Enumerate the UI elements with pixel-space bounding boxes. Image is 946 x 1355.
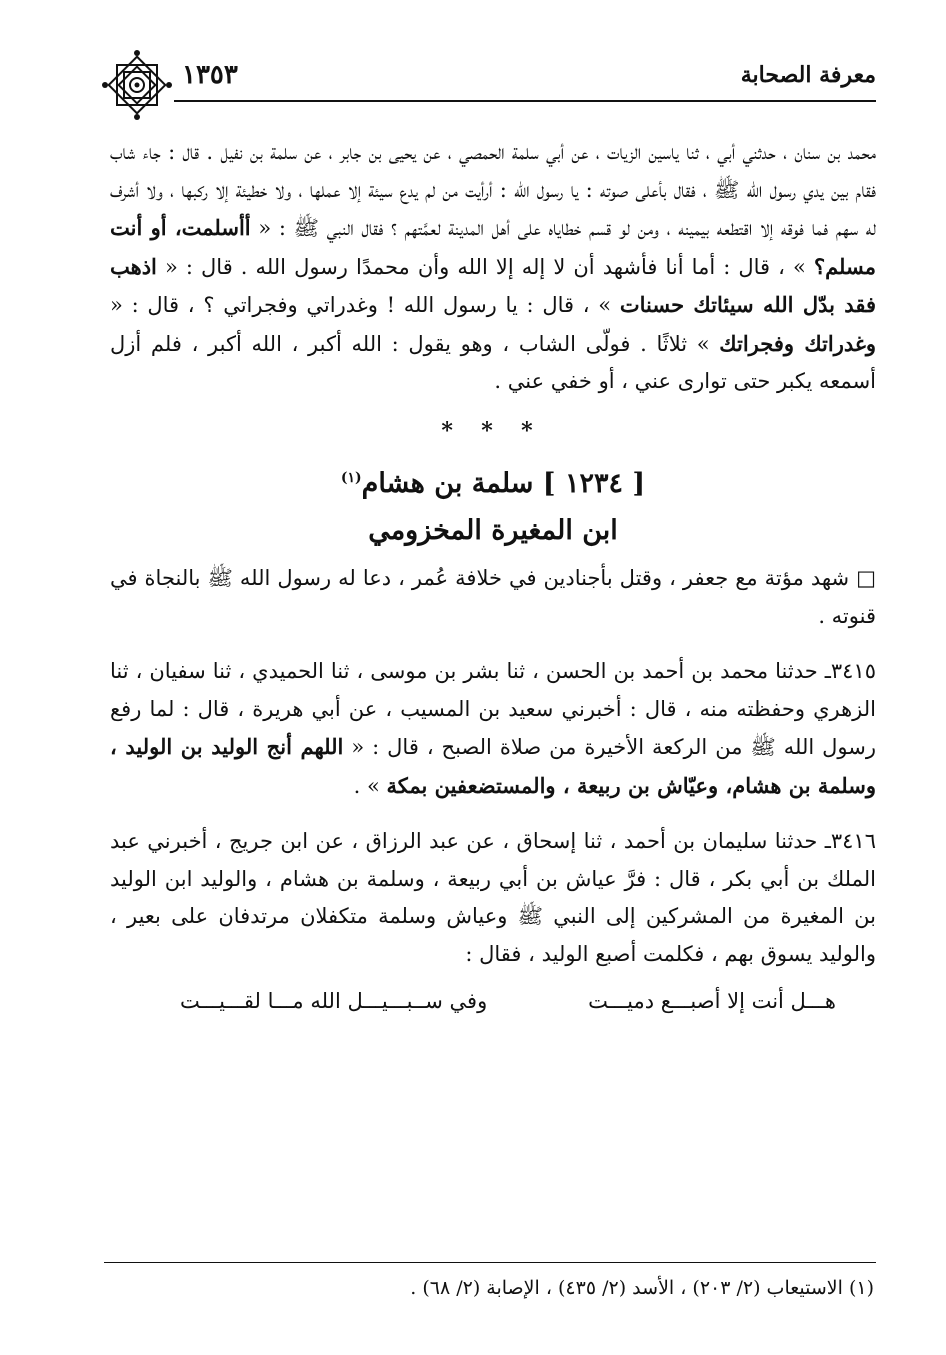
- text-run: » ، قال : أما أنا فأشهد أن لا إله إلا الله وأن محمدًا رسول الله . قال : «: [156, 254, 814, 279]
- text-run: » ، قال : يا رسول الله ! وغدراتي وفجراتي ؟ ، قال : «: [110, 293, 620, 317]
- prophetic-quote: اذهب فقد بدّل الله سيئاتك حسنات: [110, 253, 876, 317]
- prophetic-quote: أأسلمت، أو أنت مسلم؟: [110, 215, 876, 279]
- hadith-3415: [110, 653, 876, 805]
- poem-verse: [110, 983, 876, 1021]
- footnote-rule: [104, 1262, 876, 1263]
- entry-title: [110, 456, 876, 506]
- text-run: » ثلاثًا . فولّى الشاب ، وهو يقول : الله أكبر ، الله أكبر ، فلم أزل أسمعه يكبر حتى توارى عني ، أو خفي عني .: [110, 331, 876, 393]
- running-title: معرفة الصحابة: [740, 62, 876, 88]
- text-run: محمد بن سنان ، حدثني أبي ، ثنا ياسين الزيات ، عن أبي سلمة الحمصي ، عن يحيى بن جابر ، عن سلمة بن نفيل . قال : جاء شاب فقام بين يدي رسول الله ﷺ ، فقال بأعلى صوته : يا رسول الله : أرأيت من لم يدع سيئة إلا عملها ، ولا خطيئة إلا ركبها ، ولا أشرف له سهم فما فوقه إلا اقتطعه بيمينه ، ومن لو قسم خطاياه على أهل المدينة لعمَّتهم ؟ فقال النبي ﷺ : «: [110, 140, 877, 240]
- text-run: ٣٤١٥ـ حدثنا محمد بن أحمد بن الحسن ، ثنا بشر بن موسى ، ثنا الحميدي ، ثنا سفيان ، ثنا الزهري وحفظته منه ، قال : أخبرني سعيد بن المسيب ، عن أبي هريرة ، قال : لما رفع رسول الله ﷺ من الركعة الأخيرة من صلاة الصبح ، قال : «: [110, 659, 876, 759]
- octagram-ornament-icon: [100, 48, 174, 122]
- text-run: » .: [353, 773, 387, 798]
- section-separator: * * *: [441, 417, 545, 444]
- entry-subtitle: ابن المغيرة المخزومي: [368, 515, 618, 546]
- page-header: [100, 56, 876, 116]
- prophetic-quote: وغدراتك وفجراتك: [719, 330, 876, 356]
- page-number: ١٣٥٣: [182, 60, 238, 90]
- hadith-3416: ٣٤١٦ـ حدثنا سليمان بن أحمد ، ثنا إسحاق ، عن عبد الرزاق ، عن ابن جريج ، أخبرني عبد الملك بن أبي بكر ، قال : فرَّ عياش بن أبي ربيعة ، وسلمة بن هشام ، والوليد ابن الوليد بن المغيرة من المشركين إلى النبي ﷺ وعياش وسلمة متكفلان مرتدفان على بعير ، والوليد يسوق بهم ، فكلمت أصبع الوليد ، فقال :: [110, 829, 876, 966]
- verse-first-hemistich: هـــل أنت إلا أصبـــع دميـــت: [588, 989, 836, 1013]
- entry-title-text: [ ١٢٣٤ ] سلمة بن هشام: [361, 468, 646, 499]
- biography-paragraph: □ شهد مؤتة مع جعفر ، وقتل بأجنادين في خلافة عُمر ، دعا له رسول الله ﷺ بالنجاة في قنوته .: [110, 566, 876, 628]
- footnote-marker: (١): [340, 470, 362, 486]
- prophetic-quote: اللهم أنج الوليد بن الوليد ، وسلمة بن هشام، وعيّاش بن ربيعة ، والمستضعفين بمكة: [110, 734, 876, 798]
- page-body: [110, 134, 876, 1021]
- footnote: (١) الاستيعاب (٢/ ٢٠٣) ، الأسد (٢/ ٤٣٥) ، الإصابة (٢/ ٦٨) .: [410, 1277, 874, 1299]
- header-rule: [174, 100, 876, 102]
- hadith-paragraph: [110, 134, 876, 401]
- verse-second-hemistich: وفي ســبـــيـــل الله مـــا لقـــيـــت: [180, 989, 488, 1013]
